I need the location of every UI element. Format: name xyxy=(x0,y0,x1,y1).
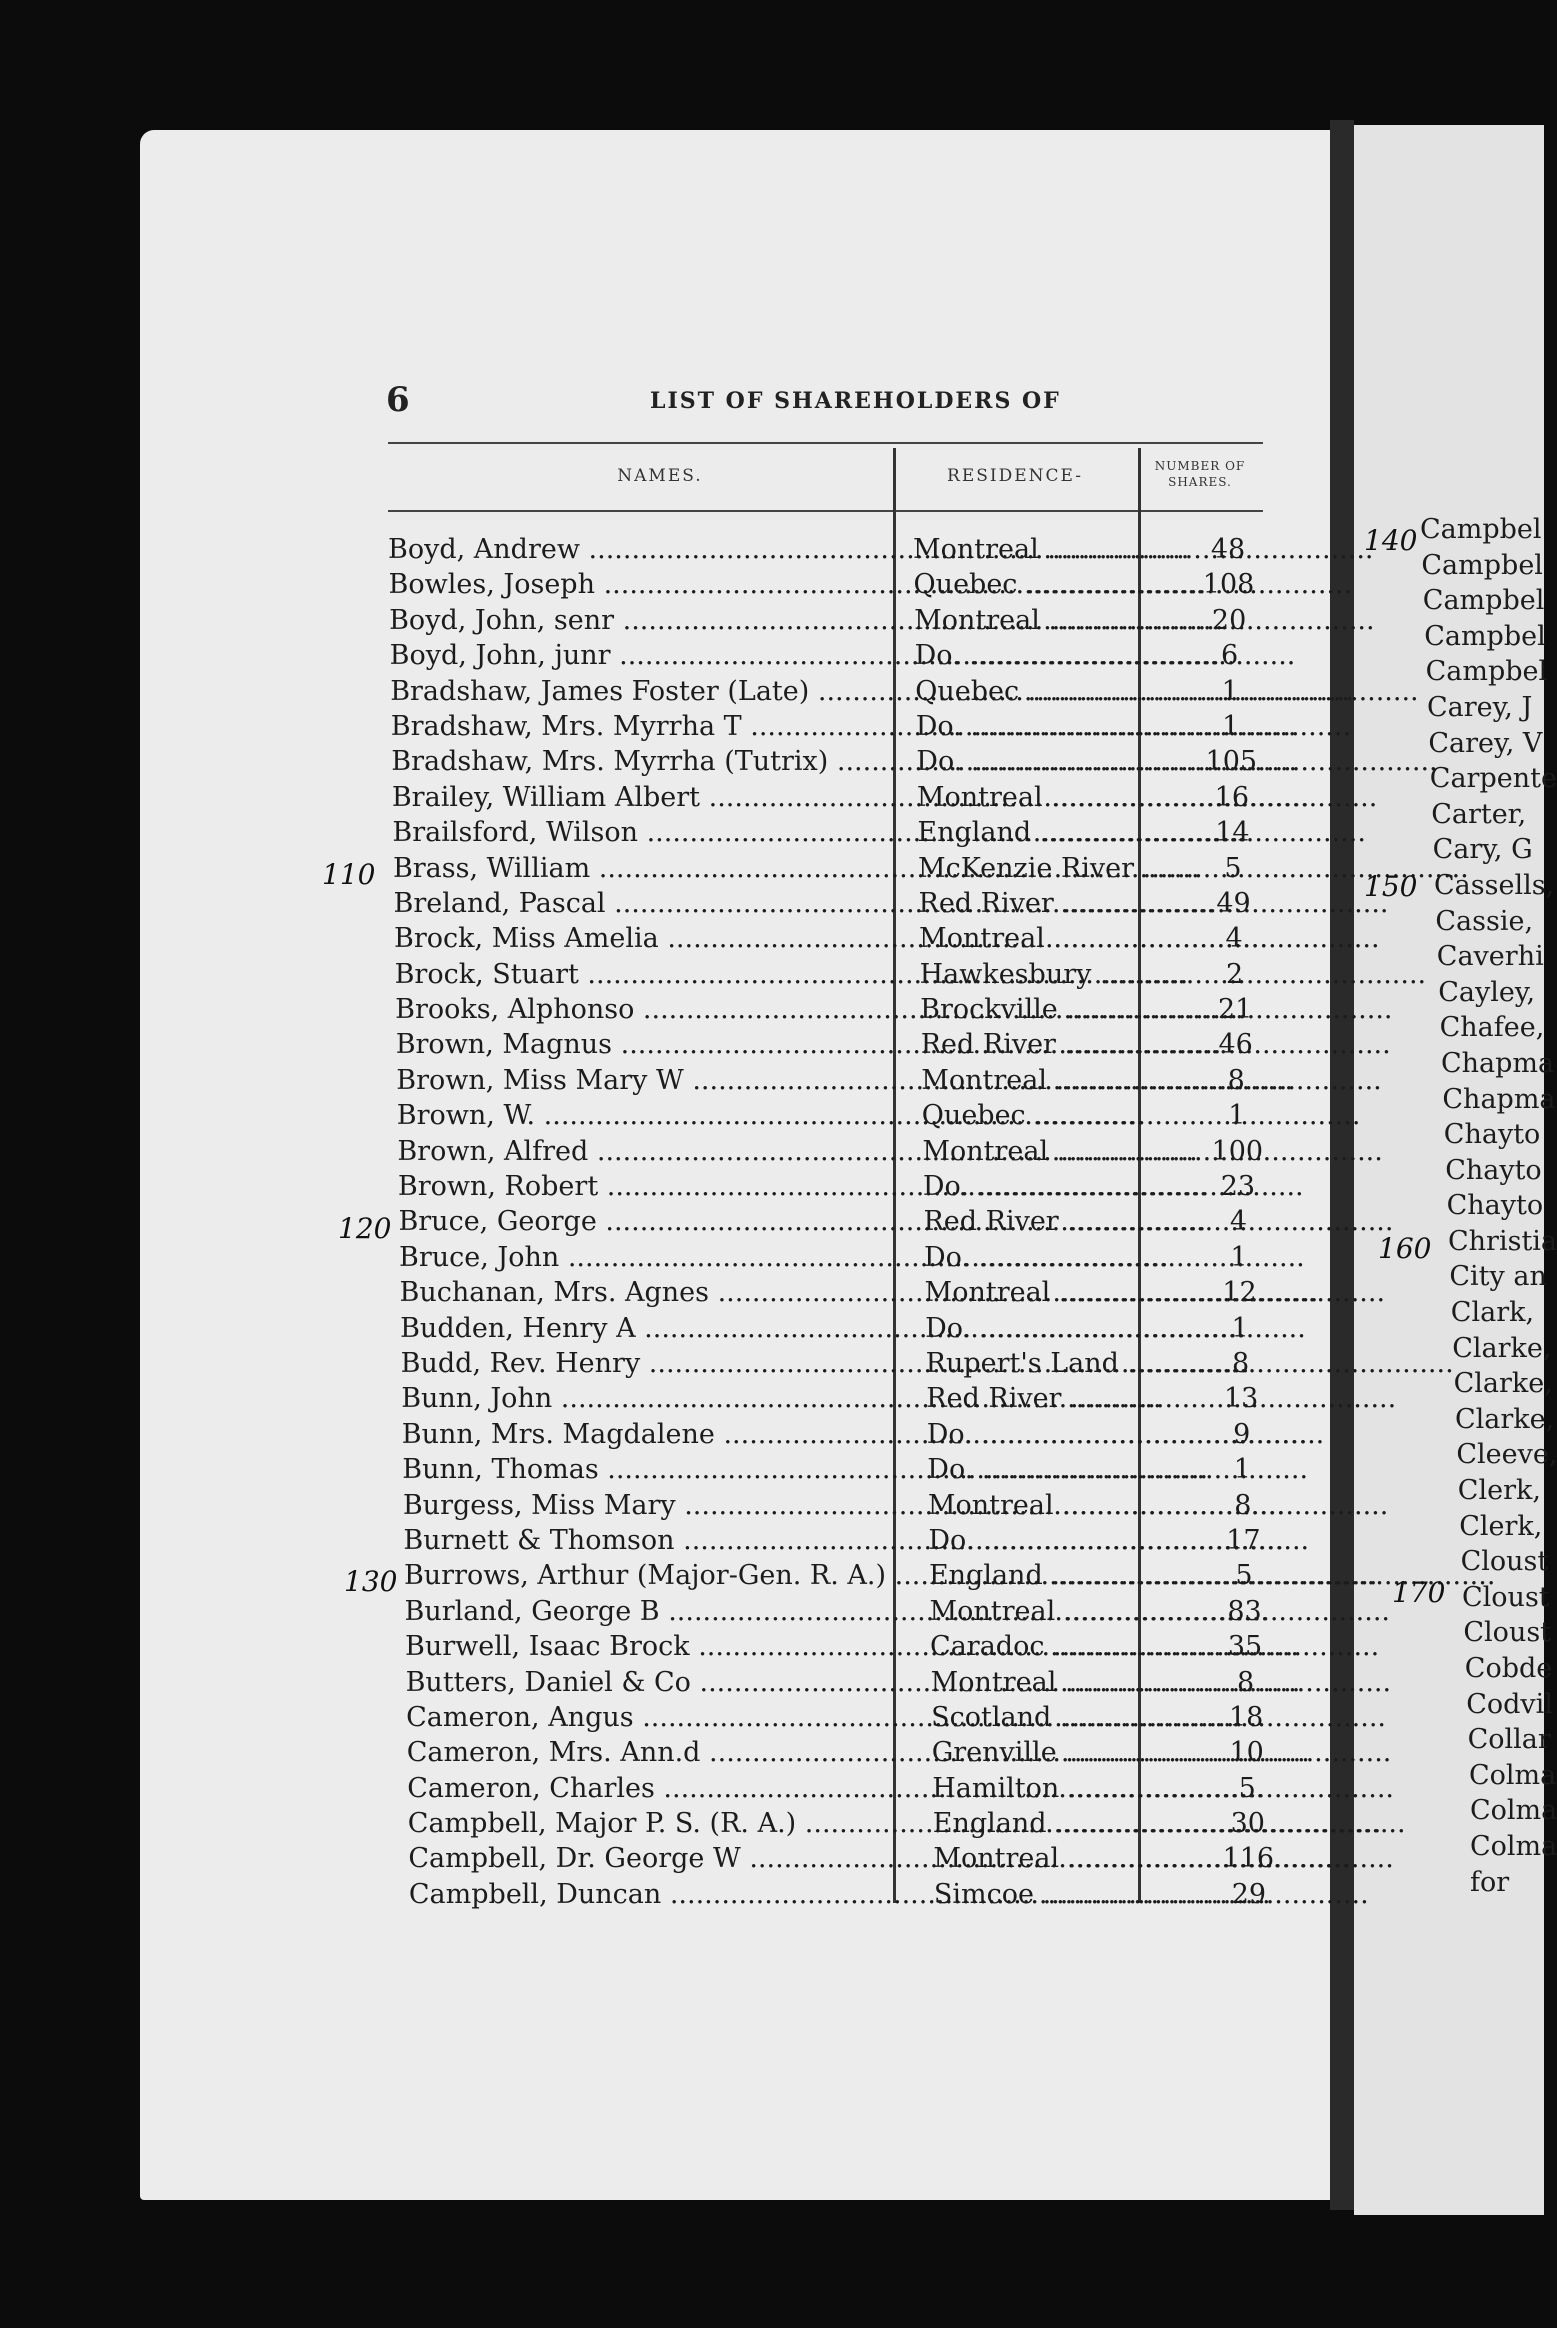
table-row xyxy=(399,1240,1279,1275)
right-page-entry: Cleeve, xyxy=(1456,1439,1557,1471)
residence: Montreal ..... xyxy=(917,780,1152,815)
share-count: 1 xyxy=(1221,675,1239,707)
right-page-entry: Campbel xyxy=(1425,656,1548,688)
right-page-entry: Chayto xyxy=(1445,1154,1542,1186)
residence: Hamilton ..... xyxy=(932,1771,1167,1806)
share-count: 5 xyxy=(1224,852,1242,884)
share-count: 1 xyxy=(1230,1241,1248,1273)
table-row xyxy=(405,1594,1285,1629)
margin-number: 140 xyxy=(1364,524,1418,557)
shareholder-name: Brailey, William Albert ..... xyxy=(392,780,902,815)
shareholder-name: Brass, William ..... xyxy=(393,851,903,886)
page-number: 6 xyxy=(386,380,410,420)
share-count: 5 xyxy=(1235,1560,1253,1592)
table-row xyxy=(397,1134,1277,1169)
table-row xyxy=(391,709,1271,744)
share-count: 100 xyxy=(1211,1135,1264,1167)
right-page-entry: Carey, J xyxy=(1427,691,1533,723)
table-row xyxy=(401,1346,1281,1381)
shareholder-name: Campbell, Duncan ..... xyxy=(409,1877,919,1912)
right-page-entry: Carpente xyxy=(1429,763,1557,795)
table-row xyxy=(390,638,1270,673)
right-page-entry: Colma xyxy=(1470,1830,1557,1862)
share-count: 2 xyxy=(1226,958,1244,990)
table-row xyxy=(404,1558,1284,1593)
residence: Montreal ..... xyxy=(931,1665,1166,1700)
share-count: 49 xyxy=(1216,887,1251,919)
table-row xyxy=(400,1275,1280,1310)
share-count: 116 xyxy=(1222,1843,1275,1875)
table-row xyxy=(392,815,1272,850)
share-count: 46 xyxy=(1218,1029,1253,1061)
share-count: 4 xyxy=(1225,923,1243,955)
right-page-entry: Cloust xyxy=(1462,1581,1550,1613)
shareholder-name: Bradshaw, James Foster (Late) ..... xyxy=(390,674,900,709)
right-page-entry: Clerk, xyxy=(1459,1510,1543,1542)
right-page-entry: Campbel xyxy=(1422,585,1545,617)
table-row xyxy=(407,1771,1287,1806)
residence: Red River ..... xyxy=(926,1381,1161,1416)
share-count: 108 xyxy=(1202,569,1255,601)
residence: Red River ..... xyxy=(921,1027,1156,1062)
table-row xyxy=(407,1735,1287,1770)
residence: Montreal ..... xyxy=(933,1841,1168,1876)
table-row xyxy=(389,567,1269,602)
shareholder-name: Brown, Magnus ..... xyxy=(396,1027,906,1062)
table-row xyxy=(402,1417,1282,1452)
share-count: 48 xyxy=(1210,534,1246,565)
column-header-shares: NUMBER OF SHARES. xyxy=(1154,459,1246,489)
residence: Rupert's Land ..... xyxy=(926,1346,1161,1381)
margin-number: 150 xyxy=(1364,870,1418,903)
share-count: 4 xyxy=(1229,1206,1248,1238)
residence: Quebec ..... xyxy=(922,1098,1157,1133)
shareholder-name: Brown, W. ..... xyxy=(397,1098,907,1133)
shareholder-name: Boyd, John, junr ..... xyxy=(390,638,900,673)
table-row xyxy=(400,1311,1280,1346)
shareholder-name: Campbell, Major P. S. (R. A.) ..... xyxy=(408,1806,918,1841)
shareholder-name: Buchanan, Mrs. Agnes ..... xyxy=(400,1275,910,1310)
residence: Grenville ..... xyxy=(932,1735,1167,1770)
shareholder-table xyxy=(388,532,1275,1912)
margin-number: 130 xyxy=(344,1565,398,1598)
share-count: 23 xyxy=(1220,1171,1256,1203)
right-page-entry: Carter, xyxy=(1431,798,1527,830)
residence: England ..... xyxy=(929,1558,1164,1593)
shareholder-name: Bunn, Thomas ..... xyxy=(402,1452,912,1487)
share-count: 9 xyxy=(1233,1418,1251,1450)
residence: McKenzie River ..... xyxy=(918,851,1153,886)
table-row xyxy=(396,1027,1276,1062)
share-count: 16 xyxy=(1214,781,1250,813)
share-count: 8 xyxy=(1237,1666,1255,1698)
column-header-names: NAMES. xyxy=(617,466,703,486)
residence: Montreal ..... xyxy=(925,1275,1160,1310)
table-row xyxy=(406,1700,1286,1735)
residence: Montreal ..... xyxy=(928,1488,1163,1523)
residence: Quebec ..... xyxy=(915,674,1150,709)
share-count: 105 xyxy=(1205,746,1258,778)
residence: Do. ..... xyxy=(925,1311,1160,1346)
right-page-entry: Christia xyxy=(1448,1225,1557,1257)
right-page-entry: Clerk, xyxy=(1457,1475,1541,1507)
residence: Montreal ..... xyxy=(922,1134,1157,1169)
right-page-entry: Carey, V xyxy=(1428,727,1543,759)
residence: Do. ..... xyxy=(916,709,1151,744)
shareholder-name: Brailsford, Wilson ..... xyxy=(392,815,902,850)
residence: England ..... xyxy=(933,1806,1168,1841)
right-page-entry: Campbel xyxy=(1420,514,1542,545)
right-page-entry: Colma xyxy=(1470,1795,1557,1827)
right-page-list xyxy=(1420,512,1557,1900)
shareholder-name: Brown, Robert ..... xyxy=(398,1169,908,1204)
share-count: 30 xyxy=(1230,1808,1265,1840)
share-count: 20 xyxy=(1211,604,1247,636)
table-row xyxy=(394,886,1274,921)
table-row xyxy=(389,603,1269,638)
share-count: 1 xyxy=(1233,1454,1251,1486)
right-page-entry: Cloust xyxy=(1460,1546,1549,1578)
shareholder-name: Boyd, Andrew ..... xyxy=(388,532,898,567)
residence: Do. ..... xyxy=(927,1417,1162,1452)
right-page-entry: Campbel xyxy=(1424,620,1546,652)
header-bottom-rule xyxy=(388,510,1263,512)
shareholder-name: Brooks, Alphonso ..... xyxy=(395,992,905,1027)
table-row xyxy=(409,1877,1289,1912)
right-page-entry: Cary, G xyxy=(1432,834,1533,866)
share-count: 8 xyxy=(1234,1489,1252,1521)
table-row xyxy=(394,921,1274,956)
residence: Simcoe ..... xyxy=(934,1877,1169,1912)
right-page-entry: Chayto xyxy=(1443,1119,1541,1151)
margin-number: 170 xyxy=(1392,1576,1446,1609)
right-page-entry: Cayley, xyxy=(1438,976,1536,1008)
shareholder-name: Brown, Alfred ..... xyxy=(397,1134,907,1169)
shareholder-name: Burrows, Arthur (Major-Gen. R. A.) ..... xyxy=(404,1558,914,1593)
page-header xyxy=(0,380,1340,430)
right-page-entry: Clarke, xyxy=(1455,1403,1555,1435)
shareholder-name: Bradshaw, Mrs. Myrrha T ..... xyxy=(391,709,901,744)
residence: Do. ..... xyxy=(924,1240,1159,1275)
share-count: 29 xyxy=(1231,1878,1267,1910)
residence: Montreal ..... xyxy=(919,921,1154,956)
table-row xyxy=(402,1452,1282,1487)
right-page-entry: Cassells, xyxy=(1434,869,1555,901)
residence: England ..... xyxy=(917,815,1152,850)
right-page-entry: Chafee, xyxy=(1439,1012,1545,1044)
share-count: 17 xyxy=(1226,1524,1261,1556)
share-count: 12 xyxy=(1222,1277,1257,1309)
shareholder-name: Burnett & Thomson ..... xyxy=(403,1523,913,1558)
shareholder-name: Bradshaw, Mrs. Myrrha (Tutrix) ..... xyxy=(391,744,901,779)
right-page-entry: Cobde xyxy=(1464,1653,1553,1684)
shareholder-name: Bunn, Mrs. Magdalene ..... xyxy=(402,1417,912,1452)
residence: Quebec ..... xyxy=(914,567,1149,602)
shareholder-name: Bunn, John ..... xyxy=(401,1381,911,1416)
page-title: LIST OF SHAREHOLDERS OF xyxy=(650,388,1061,414)
right-page-entry: Collar xyxy=(1467,1724,1551,1756)
share-count: 10 xyxy=(1229,1737,1264,1769)
shareholder-name: Budd, Rev. Henry ..... xyxy=(401,1346,911,1381)
right-page-entry: Codvil xyxy=(1466,1688,1553,1720)
table-row xyxy=(392,780,1272,815)
residence: Caradoc ..... xyxy=(930,1629,1165,1664)
shareholder-name: Budden, Henry A ..... xyxy=(400,1311,910,1346)
right-page-entry: Clark, xyxy=(1450,1297,1535,1329)
right-page-entry: for xyxy=(1470,1866,1510,1898)
table-row xyxy=(401,1381,1281,1416)
residence: Scotland ..... xyxy=(931,1700,1166,1735)
shareholder-name: Boyd, John, senr ..... xyxy=(389,603,899,638)
right-page-entry: City an xyxy=(1449,1261,1547,1293)
share-count: 5 xyxy=(1238,1772,1256,1804)
residence: Brockville ..... xyxy=(920,992,1155,1027)
shareholder-name: Bruce, John ..... xyxy=(399,1240,909,1275)
share-count: 1 xyxy=(1228,1100,1246,1132)
shareholder-name: Burgess, Miss Mary ..... xyxy=(403,1488,913,1523)
share-count: 1 xyxy=(1231,1312,1249,1344)
shareholder-name: Cameron, Angus ..... xyxy=(406,1700,916,1735)
shareholder-name: Brock, Miss Amelia ..... xyxy=(394,921,904,956)
residence: Do. ..... xyxy=(927,1452,1162,1487)
table-row xyxy=(398,1204,1278,1239)
right-page-entry: Campbel xyxy=(1421,549,1543,581)
table-row xyxy=(398,1169,1278,1204)
table-row xyxy=(397,1098,1277,1133)
table-row xyxy=(408,1841,1288,1876)
share-count: 8 xyxy=(1232,1347,1250,1379)
residence: Red River ..... xyxy=(919,886,1154,921)
header-top-rule xyxy=(388,442,1263,444)
shareholder-name: Burland, George B ..... xyxy=(405,1594,915,1629)
table-row xyxy=(405,1629,1285,1664)
table-row xyxy=(396,1063,1276,1098)
share-count: 1 xyxy=(1222,710,1240,742)
shareholder-name: Brock, Stuart ..... xyxy=(395,957,905,992)
share-count: 6 xyxy=(1221,640,1239,672)
share-count: 8 xyxy=(1227,1064,1245,1096)
residence: Montreal ..... xyxy=(914,603,1149,638)
shareholder-name: Bruce, George ..... xyxy=(398,1204,908,1239)
table-row xyxy=(390,674,1270,709)
table-row xyxy=(406,1665,1286,1700)
residence: Montreal ..... xyxy=(921,1063,1156,1098)
margin-number: 160 xyxy=(1378,1232,1432,1265)
residence: Do. ..... xyxy=(915,638,1150,673)
share-count: 13 xyxy=(1224,1383,1259,1415)
residence: Hawkesbury ..... xyxy=(920,957,1155,992)
table-row xyxy=(388,532,1268,567)
shareholder-name: Campbell, Dr. George W ..... xyxy=(408,1841,918,1876)
residence: Do. ..... xyxy=(916,744,1151,779)
right-page-entry: Chayto xyxy=(1446,1190,1544,1222)
shareholder-name: Butters, Daniel & Co ..... xyxy=(406,1665,916,1700)
table-row xyxy=(393,851,1273,886)
margin-number: 110 xyxy=(322,858,376,891)
right-page-entry: Clarke, xyxy=(1453,1368,1553,1400)
right-page-entry: Chapma xyxy=(1441,1047,1555,1079)
table-row xyxy=(403,1523,1283,1558)
residence: Red River ..... xyxy=(923,1204,1158,1239)
table-row xyxy=(395,992,1275,1027)
right-page-entry: Clarke, xyxy=(1452,1332,1552,1364)
right-page-entry: Colma xyxy=(1469,1759,1557,1791)
shareholder-name: Bowles, Joseph ..... xyxy=(389,567,899,602)
shareholder-name: Breland, Pascal ..... xyxy=(394,886,904,921)
residence: Do. ..... xyxy=(923,1169,1158,1204)
share-count: 21 xyxy=(1217,994,1253,1026)
shareholder-name: Cameron, Mrs. Ann.d ..... xyxy=(407,1735,917,1770)
share-count: 83 xyxy=(1227,1595,1262,1627)
table-row xyxy=(408,1806,1288,1841)
residence: Montreal ..... xyxy=(913,532,1148,567)
right-page-entry: Chapma xyxy=(1442,1083,1556,1115)
right-page-entry: Cassie, xyxy=(1435,905,1534,937)
table-row xyxy=(395,957,1275,992)
share-count: 18 xyxy=(1228,1701,1264,1733)
column-header-residence: RESIDENCE- xyxy=(947,466,1083,486)
shareholder-name: Burwell, Isaac Brock ..... xyxy=(405,1629,915,1664)
shareholder-name: Cameron, Charles ..... xyxy=(407,1771,917,1806)
table-row xyxy=(391,744,1271,779)
right-page-entry: Caverhi xyxy=(1436,941,1544,973)
margin-number: 120 xyxy=(338,1212,392,1245)
residence: Montreal ..... xyxy=(930,1594,1165,1629)
right-page-entry: Cloust xyxy=(1463,1617,1552,1649)
residence: Do. ..... xyxy=(928,1523,1163,1558)
shareholder-name: Brown, Miss Mary W ..... xyxy=(396,1063,906,1098)
table-row xyxy=(403,1488,1283,1523)
share-count: 35 xyxy=(1227,1631,1263,1663)
share-count: 14 xyxy=(1215,817,1250,849)
